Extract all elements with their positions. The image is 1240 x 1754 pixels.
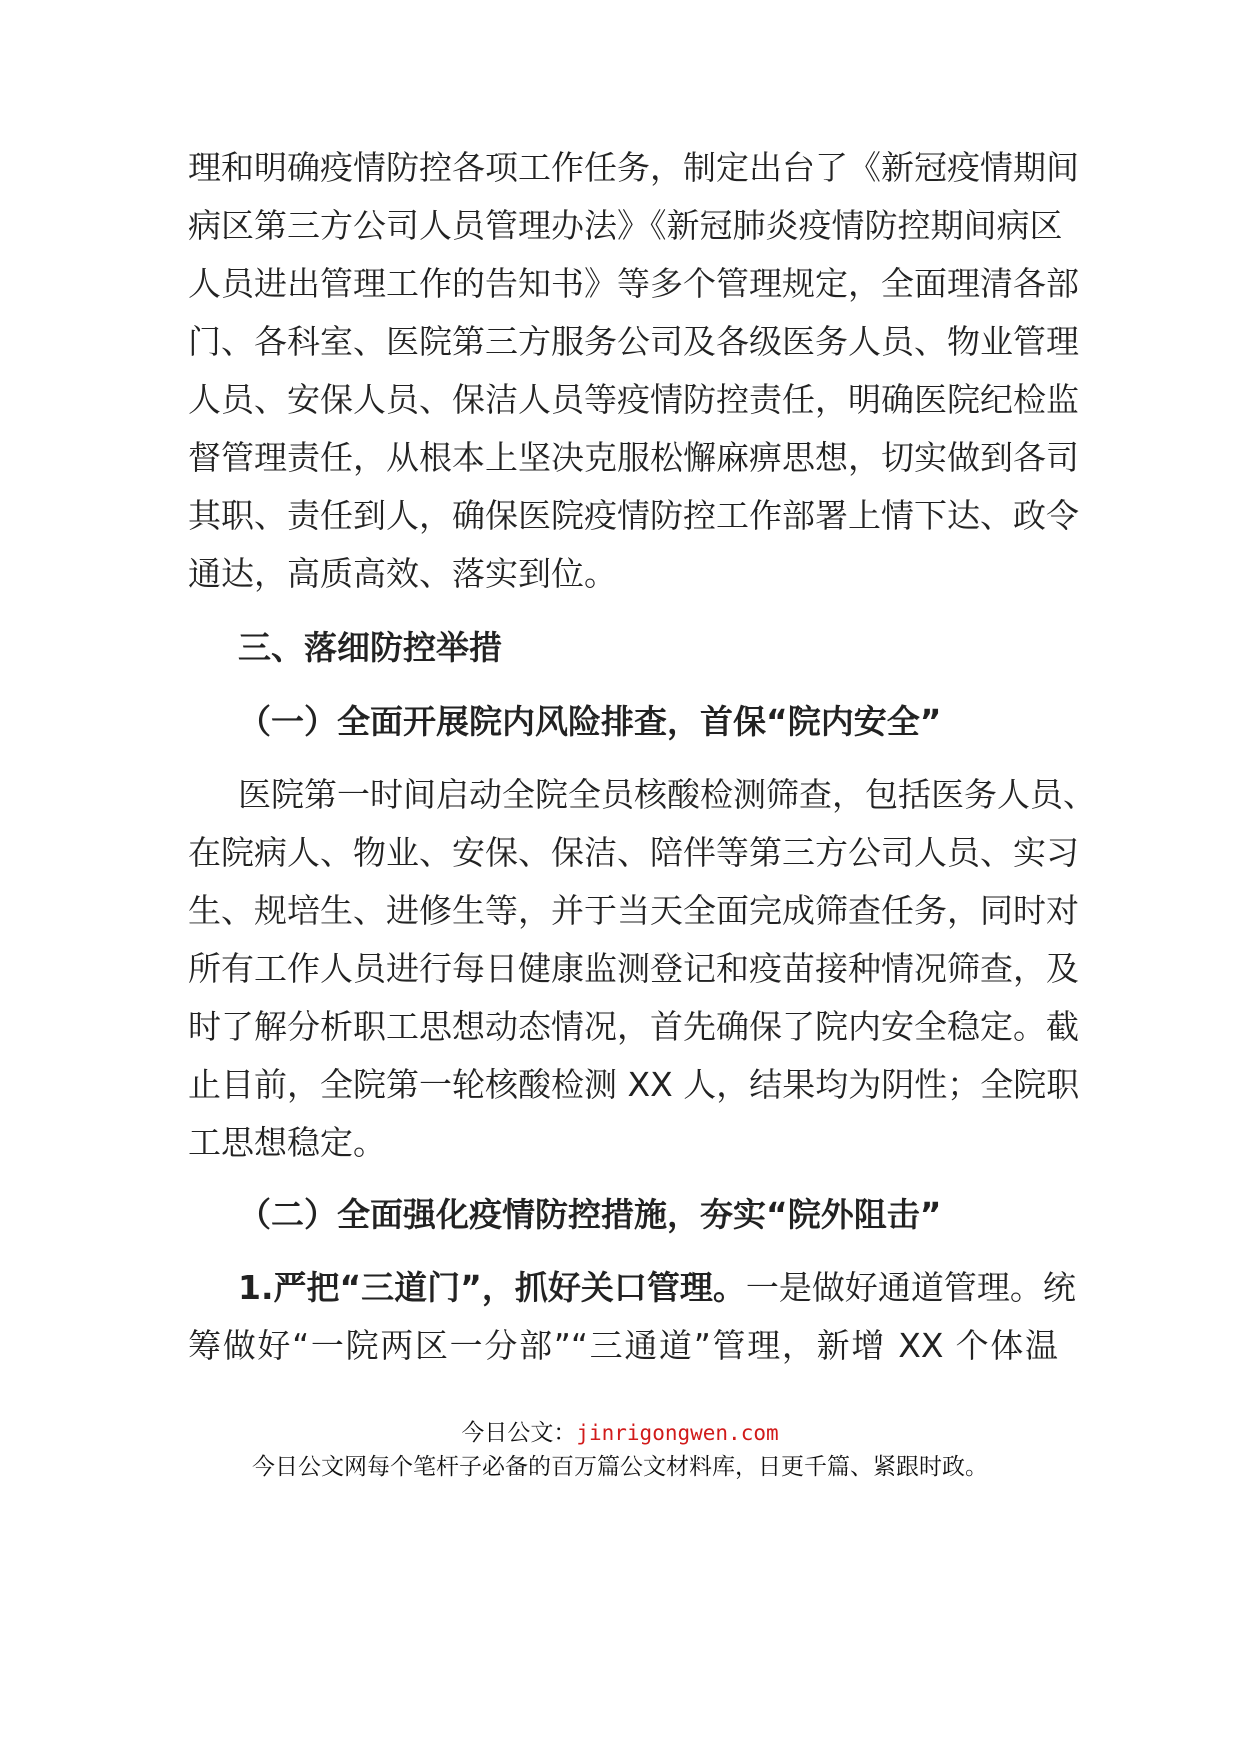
numbered-item-text: 一是做好通道管理。统	[745, 1268, 1076, 1307]
subsection-heading: （一）全面开展院内风险排查，首保“院内安全”	[238, 702, 942, 741]
paragraph-line: 医院第一时间启动全院全员核酸检测筛查，包括医务人员、	[238, 775, 1096, 814]
paragraph-line: 其职、责任到人，确保医院疫情防控工作部署上情下达、政令	[188, 496, 1079, 535]
paragraph-line: 通达，高质高效、落实到位。	[188, 554, 617, 593]
paragraph-line: 生、规培生、进修生等，并于当天全面完成筛查任务，同时对	[188, 891, 1079, 930]
paragraph-line: 筹做好“一院两区一分部”“三通道”管理，新增 XX 个体温	[188, 1326, 1058, 1365]
paragraph-line: 止目前，全院第一轮核酸检测 XX 人，结果均为阴性；全院职	[188, 1065, 1080, 1104]
footer-tagline: 今日公文网每个笔杆子必备的百万篇公文材料库，日更千篇、紧跟时政。	[252, 1454, 988, 1480]
paragraph-line: 病区第三方公司人员管理办法》《新冠肺炎疫情防控期间病区	[188, 206, 1063, 245]
paragraph-line: 人员、安保人员、保洁人员等疫情防控责任，明确医院纪检监	[188, 380, 1079, 419]
paragraph-line: 理和明确疫情防控各项工作任务，制定出台了《新冠疫情期间	[188, 148, 1079, 187]
numbered-item-line	[238, 1266, 1076, 1310]
footer-label: 今日公文：	[461, 1420, 577, 1446]
section-heading: 三、落细防控举措	[238, 628, 502, 667]
paragraph-line: 工思想稳定。	[188, 1123, 386, 1162]
paragraph-line: 在院病人、物业、安保、保洁、陪伴等第三方公司人员、实习	[188, 833, 1079, 872]
subsection-heading: （二）全面强化疫情防控措施，夯实“院外阻击”	[238, 1195, 942, 1234]
paragraph-line: 人员进出管理工作的告知书》等多个管理规定，全面理清各部	[188, 264, 1079, 303]
footer-source	[0, 1418, 1240, 1448]
numbered-item-title: 1.严把“三道门”，抓好关口管理。	[238, 1268, 746, 1307]
paragraph-line: 门、各科室、医院第三方服务公司及各级医务人员、物业管理	[188, 322, 1079, 361]
paragraph-line: 督管理责任，从根本上坚决克服松懈麻痹思想，切实做到各司	[188, 438, 1079, 477]
footer-url-link[interactable]: jinrigongwen.com	[576, 1421, 779, 1445]
paragraph-line: 所有工作人员进行每日健康监测登记和疫苗接种情况筛查，及	[188, 949, 1079, 988]
paragraph-line: 时了解分析职工思想动态情况，首先确保了院内安全稳定。截	[188, 1007, 1079, 1046]
